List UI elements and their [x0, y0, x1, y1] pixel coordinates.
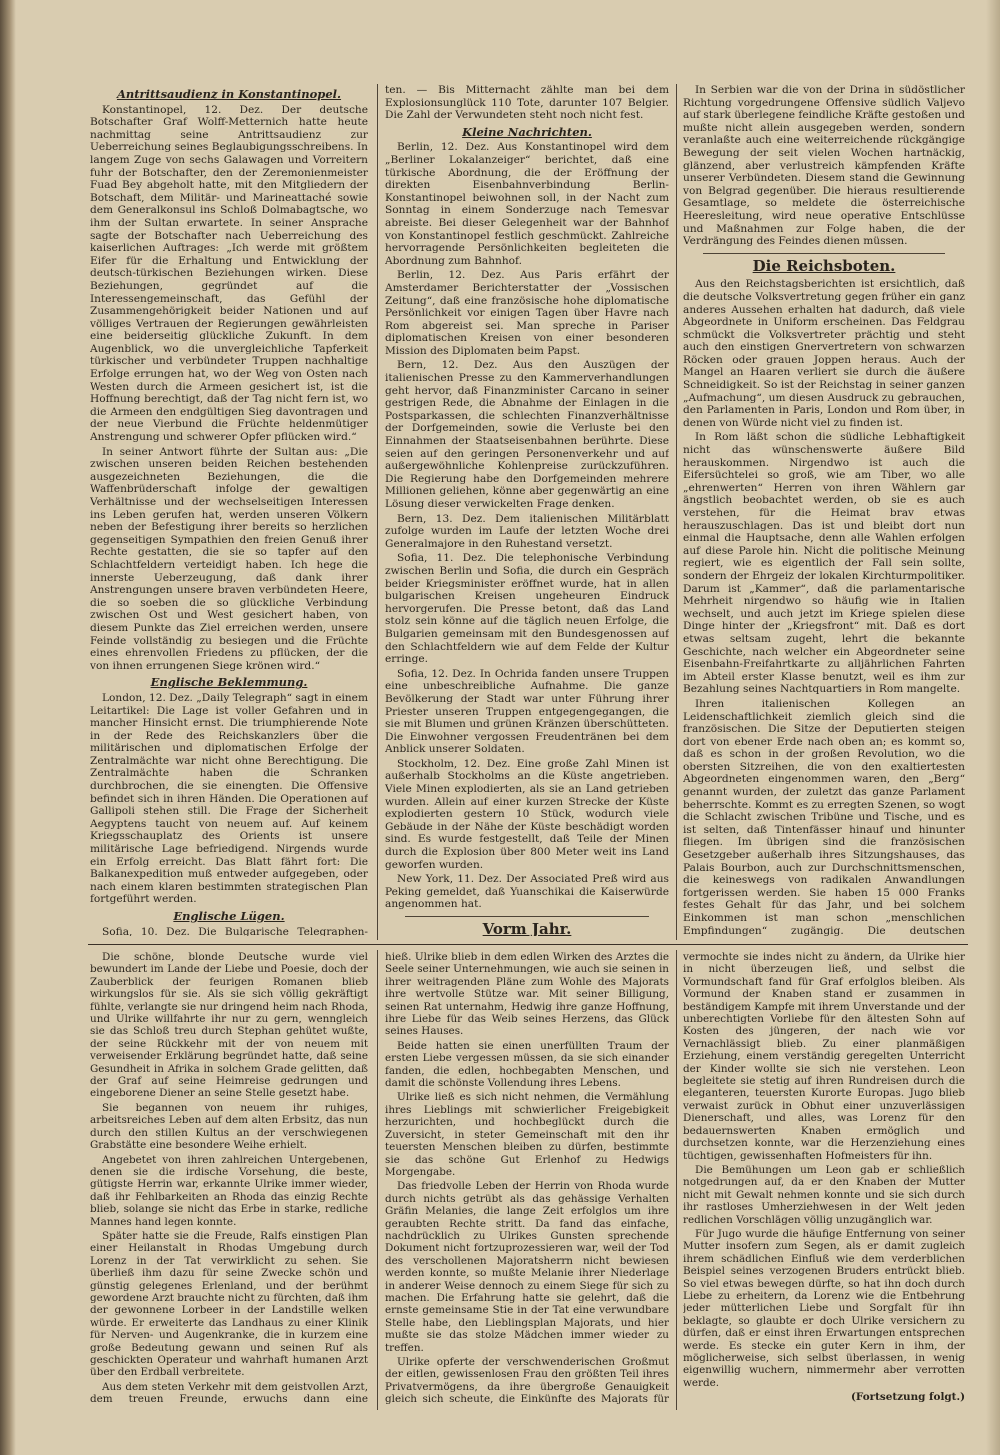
section-rule — [703, 253, 945, 254]
page-edge — [986, 0, 1000, 1455]
feuilleton-divider-2 — [676, 950, 677, 1410]
article-vorm-jahr-serbien: In Serbien war die von der Drina in südöstlicher Richtung vorgedrungene Offensive südlich Valjevo auf stark überlegene feindliche Kräfte gestoßen und mußte nicht allein ausgegeben werden, sondern veranlaßte auch eine weiterreichende rückgängige Bewegung der seit vielen Wochen hartnäckig, glänzend, aber verlustreich kämpfenden Kräfte unserer Verbündeten. Diesem stand die Gewinnung von Belgrad gegenüber. Die hieraus resultierende Gesamtlage, so meldete die österreichische Heeresleitung, wird neue operative Entschlüsse und Maßnahmen zur Folge haben, die der Verdrängung des Feindes dienen müssen. — [683, 84, 965, 248]
news-bern-1: Bern, 12. Dez. Aus den Auszügen der italienischen Presse zu den Kammerverhandlungen geht hervor, daß Finanzminister Carcano in seiner gestrigen Rede, die Abnahme der Einlagen in die Postsparkassen, die schlechten Finanzverhältnisse der Dorfgemeinden, sowie die Verluste bei den Einnahmen der Staatseisenbahnen berührte. Diese seien auf den geringen Personenverkehr und auf außergewöhnliche Kohlenpreise zurückzuführen. Die Regierung habe den Dorfgemeinden mehrere Millionen geliehen, könne aber gegenwärtig an eine Lösung dieser verwickelten Frage denken. — [385, 359, 669, 510]
article-antrittsaudienz-1: Konstantinopel, 12. Dez. Der deutsche Botschafter Graf Wolff-Metternich hatte heute nachmittag seine Antrittsaudienz zur Ueberreichung seines Beglaubigungsschreibens. In langem Zuge von sechs Galawagen und Vorreitern fuhr der Botschafter, den der Zeremonienmeister Fuad Bey abgeholt hatte, mit den Mitgliedern der Botschaft, dem Militär- und Marineattaché sowie dem Generalkonsul ins Schloß Dolmabagtsche, wo ihm der Sultan erwartete. In seiner Ansprache sagte der Botschafter nach Ueberreichung des kaiserlichen Auftrages: „Ich werde mit größtem Eifer für die Erhaltung und Entwicklung der deutsch-türkischen Beziehungen wirken. Diese Beziehungen, gegründet auf die Interessengemeinschaft, das Gefühl der Zusammengehörigkeit beider Nationen und auf völliges Vertrauen der Regierungen gewährleisten eine beiderseitig glückliche Zukunft. In dem Augenblick, wo die unvergleichliche Tapferkeit türkischer und verbündeter Truppen nachhaltige Erfolge errungen hat, wo der Weg von Osten nach Westen durch die Armeen gesichert ist, ist die Hoffnung berechtigt, daß der Tag nicht fern ist, wo die Armeen den endgültigen Sieg davontragen und der neue Vierbund die Früchte heldenmütiger Anstrengung und schwerer Opfer pflücken wird.“ — [90, 103, 368, 444]
feuilleton-paragraph: Die Bemühungen um Leon gab er schließlich notgedrungen auf, da er den Knaben der Mutter nicht mit Gewalt nehmen konnte und sie sich durch ihr rastloses Umherziehwesen in der Welt jeden redlichen Vorschlägen völlig unzugänglich war. — [683, 1163, 965, 1226]
article-reichsboten-1: Aus den Reichstagsberichten ist ersichtlich, daß die deutsche Volksvertretung gegen früher ein ganz anderes Aussehen erhalten hat dadurch, daß viele Abgeordnete in Uniform erscheinen. Das Feldgrau schmückt die Volksvertreter prächtig und steht auch den einstigen Gnervertretern von schwarzen Röcken oder grauen Joppen heraus. Auch der Mangel an Haaren verliert sie durch die äußere Schneidigkeit. So ist der Reichstag in seiner ganzen „Aufmachung“, um diesen Ausdruck zu gebrauchen, den Parlamenten in Paris, London und Rom über, in denen von Würde nicht viel zu finden ist. — [683, 278, 965, 429]
feuilleton-paragraph: Aus dem steten Verkehr mit dem geistvollen Arzt, dem treuen Freunde, erwuchs dann eine — [90, 1380, 368, 1406]
feuilleton-paragraph: Angebetet von ihren zahlreichen Untergebenen, denen sie die irdische Vorsehung, die beste, gütigste Herrin war, erkannte Ulrike immer wieder, daß ihr Fehlbarkeiten an Rhoda das einzig Rechte blieb, solange sie nicht das Erbe in starke, redliche Mannes hand legen konnte. — [90, 1153, 368, 1228]
feuilleton-paragraph: Später hatte sie die Freude, Ralfs einstigen Plan einer Heilanstalt in Rhodas Umgebung durch Lorenz in der Tat verwirklicht zu sehen. Sie überließ ihm dazu für seine Zwecke schön und günstig gelegenes Erlenland, und der berühmt gewordene Arzt brauchte nicht zu fürchten, daß ihm der gewonnene Lorbeer in der Landstille welken würde. Er erweiterte das Landhaus zu einer Klinik für Nerven- und Augenkranke, die in kurzem eine große Bedeutung gewann und seinen Ruf als geschickten Operateur und wahrhaft humanen Arzt über den Erdball verbreitete. — [90, 1229, 368, 1379]
book-spine — [0, 0, 16, 1455]
feuilleton-column-2 — [385, 951, 669, 1406]
article-reichsboten-2: In Rom läßt schon die südliche Lebhaftigkeit nicht das wünschenswerte äußere Bild herauskommen. Nirgendwo ist auch die Eifersüchtelei so groß, wie am Tiber, wo alle „ehrenwerten“ Herren von ihren Wählern gar ängstlich beobachtet werden, ob sie es auch verstehen, für die Heimat brav etwas herauszuschlagen. Das ist und bleibt dort nun einmal die Hauptsache, denn alle Wahlen erfolgen auf diese Parole hin. Nicht die politische Meinung regiert, wie es eigentlich der Fall sein sollte, sondern der Ehrgeiz der lokalen Kirchturmpolitiker. Darum ist „Kammer“, daß die parlamentarische Mehrheit nirgendwo so häufig wie in Italien wechselt, und auch jetzt im Kriege spielen diese Dinge hinter der „Kriegsfront“ mit. Daß es dort etwas seltsam zugeht, lehrt die bekannte Geschichte, nach welcher ein Abgeordneter seine Eisenbahn-Freifahrtkarte zu alljährlichen Fahrten im Abteil erster Klasse benutzt, weil es ihm zur Bezahlung seines Nachtquartiers in Rom mangelte. — [683, 431, 965, 696]
heading-englische-luegen: Englische Lügen. — [173, 909, 285, 923]
feuilleton-paragraph: Beide hatten sie einen unerfüllten Traum der ersten Liebe vergessen müssen, da sie sich einander fanden, die edlen, hochbegabten Menschen, und damit die schönste Vollendung ihres Lebens. — [385, 1039, 669, 1090]
feuilleton-paragraph: Ulrike ließ es sich nicht nehmen, die Vermählung ihres Lieblings mit schwierlicher Freigebigkeit herzurichten, und hochbeglückt durch die Zuversicht, in steter Gemeinschaft mit den ihr teuersten Menschen bleiben zu dürfen, bestimmte sie das schöne Gut Erlenhof zu Hedwigs Morgengabe. — [385, 1091, 669, 1178]
news-sofia-1: Sofia, 11. Dez. Die telephonische Verbindung zwischen Berlin und Sofia, die durch ein Gespräch beider Kriegsminister eröffnet wurde, hat in allen bulgarischen Kreisen ungeheuren Eindruck hervorgerufen. Die Presse betont, daß das Land stolz sein könne auf die täglich neuen Erfolge, die Bulgarien gemeinsam mit den Bundesgenossen auf den Schlachtfeldern wie auf dem Felde der Kultur erringe. — [385, 552, 669, 666]
feuilleton-paragraph: Die schöne, blonde Deutsche wurde viel bewundert im Lande der Liebe und Poesie, doch der Zauberblick der feurigen Romanen blieb wirkungslos für sie. Als sie sich völlig gekräftigt fühlte, verlangte sie nur dringend heim nach Rhoda, und Ulrike willfahrte ihr nur zu gern, wenngleich sie das Schloß treu durch Stephan gehütet wußte, der seine Rückkehr mit der von neuem mit verweisender Erklärung begründet hatte, daß seine Gesundheit in Afrika in solchem Grade gelitten, daß der Graf auf seine Heimreise gedrungen und eingeborene Diener an seine Stelle gesetzt habe. — [90, 951, 368, 1100]
feuilleton-paragraph: hieß. Ulrike blieb in dem edlen Wirken des Arztes die Seele seiner Unternehmungen, wie auch sie seinen in ihrer weitragenden Pläne zum Wohle des Majorats ihre wertvolle Stütze war. Mit seiner Billigung, seinen Rat unternahm, Hedwig ihre ganze Hoffnung, ihre Liebe für das Weib seines Herzens, das Glück seines Hauses. — [385, 951, 669, 1038]
feuilleton-divider — [88, 944, 968, 945]
heading-englische-beklemmung: Englische Beklemmung. — [150, 675, 308, 690]
feuilleton-column-1 — [90, 951, 368, 1406]
feuilleton-paragraph: Sie begannen von neuem ihr ruhiges, arbeitsreiches Leben auf dem alten Erbsitz, das nun durch den stillen Kultus an der verschwiegenen Grabstätte eine besondere Weihe erhielt. — [90, 1101, 368, 1152]
feuilleton-paragraph: Ulrike opferte der verschwenderischen Großmut der eitlen, gewissenlosen Frau den größten Teil ihres Privatvermögens, da ihre übergroße Genauigkeit gleich sich scheute, die Einkünfte des Majorats für — [385, 1356, 669, 1406]
column-1 — [90, 84, 368, 936]
article-explosion-cont: ten. — Bis Mitternacht zählte man bei dem Explosionsunglück 110 Tote, darunter 107 Belgier. Die Zahl der Verwundeten steht noch nicht fest. — [385, 84, 669, 122]
feuilleton-paragraph: Das friedvolle Leben der Herrin von Rhoda wurde durch nichts getrübt als das gehässige Verhalten Gräfin Melanies, die lange Zeit erfolglos um ihre geraubten Rechte stritt. Da fand das einfache, nachdrücklich zu Ulrikes Gunsten sprechende Dokument nicht fortzuprozessieren war, weil der Tod des verschollenen Majoratsherrn nicht bewiesen werden konnte, so mußte Melanie ihrer Niederlage in anderer Weise dennoch zu einem Siege für sich zu machen. Die Erfahrung hatte sie gelehrt, daß die ernste gemeinsame Stie in der Tat eine verwundbare Stelle habe, den Lieblingsplan Majorats, und hier mußte sie das stolze Mädchen immer wieder zu treffen. — [385, 1180, 669, 1354]
heading-kleine-nachrichten: Kleine Nachrichten. — [462, 124, 592, 139]
article-reichsboten-3: Ihren italienischen Kollegen an Leidenschaftlichkeit ziemlich gleich sind die französischen. Die Sitze der Deputierten steigen dort von ebener Erde nach oben an; es kommt so, daß es schon in der großen Revolution, wo die obersten Sitzreihen, die von den exaltiertesten Abgeordneten eingenommen waren, den „Berg“ genannt wurden, der zuletzt das ganze Parlament beherrschte. Kommt es zu erregten Szenen, so wogt die Schlacht zwischen Tribüne und Tische, und es ist selten, daß Tintenfässer hinauf und hinunter fliegen. Im übrigen sind die französischen Gesetzgeber außerhalb ihres Sitzungshauses, das Palais Bourbon, auch zur Durchschnittsmenschen, die keineswegs von radikalen Anwandlungen fortgerissen werden. Sie haben 15 000 Franks festes Gehalt für das Jahr, und bei solchem Einkommen ist man schon „menschlichen Empfindungen“ zugängig. Die deutschen — [683, 697, 965, 936]
column-2 — [385, 84, 669, 936]
heading-antrittsaudienz: Antrittsaudienz in Konstantinopel. — [116, 87, 342, 101]
news-sofia-2: Sofia, 12. Dez. In Ochrida fanden unsere Truppen eine unbeschreibliche Aufnahme. Die ganze Bevölkerung der Stadt war unter Führung ihrer Priester unseren Truppen entgegengegangen, die sie mit Blumen und grünen Kränzen überschütteten. Die Einwohner vergossen Freudentränen bei dem Anblick unserer Soldaten. — [385, 667, 669, 756]
article-antrittsaudienz-2: In seiner Antwort führte der Sultan aus: „Die zwischen unseren beiden Reichen bestehenden ausgezeichneten Beziehungen, die die Waffenbrüderschaft infolge der gewaltigen Verhältnisse und der wechselseitigen Interessen ins Leben gerufen hat, werden unseren Völkern neben der Befestigung ihrer bereits so herzlichen gegenseitigen Sympathien den freien Genuß ihrer Rechte gestatten, die sie so tapfer auf den Schlachtfeldern verteidigt haben. Ich hege die innerste Ueberzeugung, daß dank ihrer Anstrengungen unsere braven verbündeten Heere, die so soeben die so glückliche Verbindung zwischen Ost und West gesichert haben, von diesem Punkte das Ziel erreichen werden, unsere Feinde vollständig zu besiegen und die Früchte eines ehrenvollen Friedens zu pflücken, der die von ihnen errungenen Siege krönen wird.“ — [90, 445, 368, 672]
feuilleton-column-3 — [683, 951, 965, 1406]
heading-vorm-jahr: Vorm Jahr. — [482, 920, 572, 936]
column-3 — [683, 84, 965, 936]
news-bern-2: Bern, 13. Dez. Dem italienischen Militärblatt zufolge wurden im Laufe der letzten Woche drei Generalmajore in den Ruhestand versetzt. — [385, 512, 669, 550]
feuilleton-paragraph: vermochte sie indes nicht zu ändern, da Ulrike hier in nicht überzeugen ließ, und selbst die Vormundschaft fand für Graf erfolglos bleiben. Als Vormund der Knaben stand er zusammen in beständigem Kampfe mit ihrem Unverstande und der unberechtigten Vorliebe für den ältesten Sohn auf Kosten des jüngeren, der nach wie vor Vernachlässigt blieb. Zu einer planmäßigen Erziehung, einem verständig geregelten Unterricht der Kinder wollte sie sich nie verstehen. Leon begleitete sie stetig auf ihren Rundreisen durch die eleganteren, teuersten Kurorte Europas. Jugo blieb verwaist zurück in Obhut einer unzuverlässigen Dienerschaft, und alles, was Lorenz für den bedauernswerten Knaben ermöglich und durchsetzen konnte, war die Herzenziehung eines tüchtigen, gewissenhaften Hofmeisters für ihn. — [683, 951, 965, 1162]
section-rule — [405, 916, 649, 917]
article-englische-beklemmung: London, 12. Dez. „Daily Telegraph“ sagt in einem Leitartikel: Die Lage ist voller Gefahren und in mancher Hinsicht ernst. Die triumphierende Note in der Rede des Reichskanzlers über die militärischen und diplomatischen Erfolge der Zentralmächte war nicht ohne Berechtigung. Die Zentralmächte haben die Schranken durchbrochen, die sie einengten. Die Offensive befindet sich in ihren Händen. Die Operationen auf Gallipoli stehen still. Die Frage der Sicherheit Aegyptens taucht von neuem auf. Auf keinem Kriegsschauplatz des Orients ist unsere militärische Lage befriedigend. Nirgends wurde ein Erfolg erreicht. Das Blatt fährt fort: Die Balkanexpedition muß entweder aufgegeben, oder nach einem klaren bestimmten strategischen Plan fortgeführt werden. — [90, 691, 368, 906]
feuilleton-divider-1 — [377, 950, 378, 1410]
column-divider-2 — [676, 84, 677, 940]
heading-reichsboten: Die Reichsboten. — [752, 256, 896, 275]
news-berlin-1: Berlin, 12. Dez. Aus Konstantinopel wird dem „Berliner Lokalanzeiger“ berichtet, daß eine türkische Abordnung, die der Eröffnung der direkten Eisenbahnverbindung Berlin-Konstantinopel beiwohnen soll, in der Nacht zum Sonntag in einem Sonderzuge nach Temesvar abreiste. Bei dieser Gelegenheit war der Bahnhof von Konstantinopel festlich geschmückt. Zahlreiche hervorragende Persönlichkeiten begleiteten die Abordnung zum Bahnhof. — [385, 141, 669, 267]
feuilleton-paragraph: Für Jugo wurde die häufige Entfernung von seiner Mutter insofern zum Segen, als er damit zugleich ihrem schädlichen Einfluß wie dem verderblichen Beispiel seines verzogenen Bruders entrückt blieb. So viel etwas bewegen dürfte, so hat ihn doch durch Liebe zu erheitern, da Lorenz wie die Entbehrung jeder mütterlichen Liebe und Sorgfalt für ihn beklagte, so glaubte er doch Ulrike versichern zu dürfen, daß er einst ihren Erwartungen entsprechen werde. Es stecke ein guter Kern in ihm, der möglicherweise, sich selbst überlassen, in wenig eigenwillig wuchern, nimmermehr aber verrotten werde. — [683, 1227, 965, 1389]
news-stockholm: Stockholm, 12. Dez. Eine große Zahl Minen ist außerhalb Stockholms an die Küste angetrieben. Viele Minen explodierten, als sie an Land getrieben wurden. Allein auf einer kurzen Strecke der Küste explodierten gestern 10 Stück, wodurch viele Gebäude in der Nähe der Küste beschädigt worden sind. Es wurde festgestellt, daß Teile der Minen durch die Explosion über 800 Meter weit ins Land geworfen wurden. — [385, 757, 669, 871]
news-berlin-2: Berlin, 12. Dez. Aus Paris erfährt der Amsterdamer Berichterstatter der „Vossischen Zeitung“, daß eine französische hohe diplomatische Persönlichkeit vor einigen Tagen über Havre nach Rom abgereist sei. Man spreche in Pariser diplomatischen Kreisen von einer besonderen Mission des Diplomaten beim Papst. — [385, 269, 669, 357]
column-divider-1 — [377, 84, 378, 940]
article-englische-luegen: Sofia, 10. Dez. Die Bulgarische Telegraphen- — [102, 925, 368, 936]
news-new-york: New York, 11. Dez. Der Associated Preß wird aus Peking gemeldet, daß Yuanschikai die Kaiserwürde angenommen hat. — [385, 873, 669, 911]
continuation-note: (Fortsetzung folgt.) — [850, 1391, 965, 1404]
